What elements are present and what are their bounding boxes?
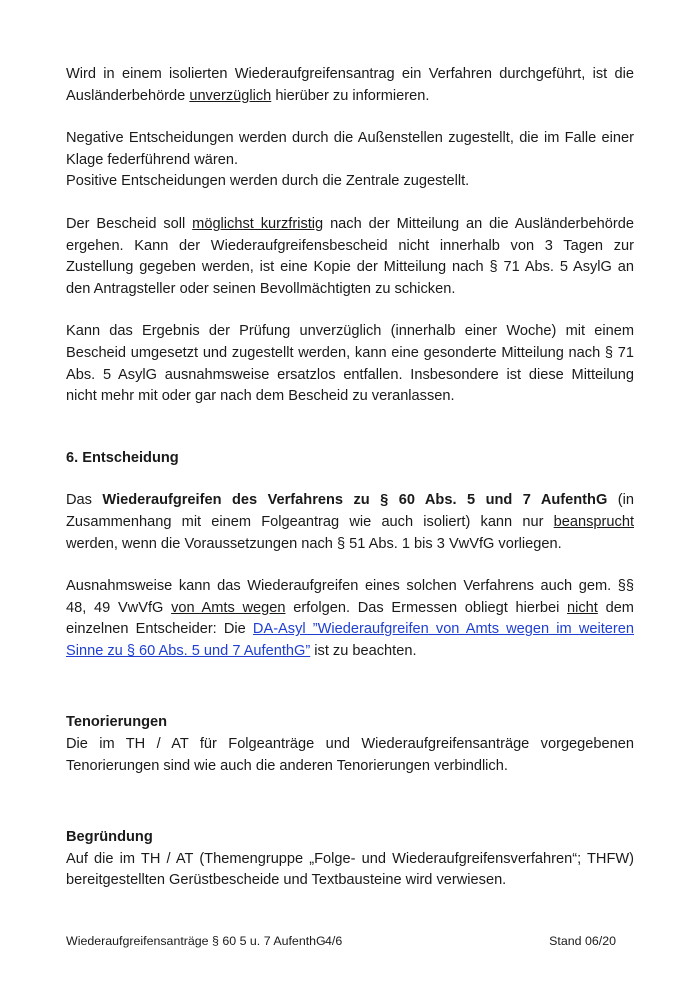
paragraph-von-amts-wegen: Ausnahmsweise kann das Wiederaufgreifen eines solchen Verfahrens auch gem. §§ 48, 49 VwVfG von Amts wegen erfolgen. Das Ermessen obliegt hierbei nicht dem einzelnen Entscheider: Die DA-Asyl ”Wiederaufgreifen von Amts wegen im weiteren Sinne zu § 60 Abs. 5 und 7 AufenthG” ist zu beachten. xyxy=(66,578,634,659)
da-asyl-link[interactable]: DA-Asyl ”Wiederaufgreifen von Amts wegen im weiteren Sinne zu § 60 Abs. 5 und 7 AufenthG” xyxy=(66,621,634,659)
paragraph-positive-decisions: Positive Entscheidungen werden durch die Zentrale zugestellt. xyxy=(66,173,470,190)
underlined-term: beansprucht xyxy=(553,513,634,530)
paragraph-bescheid-timing: Der Bescheid soll möglichst kurzfristig nach der Mitteilung an die Ausländerbehörde ergehen. Kann der Wiederaufgreifensbescheid nicht innerhalb von 3 Tagen zur Zustellung gegeben werden, ist eine Kopie der Mitteilung nach § 71 Abs. 5 AsylG an den Antragsteller oder seinen Bevollmächtigten zu schicken. xyxy=(66,215,634,297)
footer-version: Stand 06/20 xyxy=(549,934,616,948)
underlined-term: möglichst kurzfristig xyxy=(192,215,324,232)
footer-page-number: 4/6 xyxy=(325,934,343,948)
underlined-term: nicht xyxy=(567,599,598,616)
underlined-term: von Amts wegen xyxy=(171,599,286,616)
section-heading-entscheidung: 6. Entscheidung xyxy=(66,449,179,466)
underlined-term: unverzüglich xyxy=(189,87,272,104)
paragraph-tenorierungen: Die im TH / AT für Folgeanträge und Wiederaufgreifensanträge vorgegebenen Tenorierungen sind wie auch die anderen Tenorierungen verbindlich. xyxy=(66,736,634,774)
page-content xyxy=(66,64,634,892)
paragraph-notify-authority: Wird in einem isolierten Wiederaufgreifensantrag ein Verfahren durchgeführt, ist die Ausländerbehörde unverzüglich hierüber zu informieren. xyxy=(66,66,634,104)
paragraph-result-check: Kann das Ergebnis der Prüfung unverzüglich (innerhalb einer Woche) mit einem Bescheid umgesetzt und zugestellt werden, kann eine gesonderte Mitteilung nach § 71 Abs. 5 AsylG ausnahmsweise ersatzlos entfallen. Insbesondere ist diese Mitteilung nicht mehr mit oder gar nach dem Bescheid zu veranlassen. xyxy=(66,323,634,405)
footer-document-title: Wiederaufgreifensanträge § 60 5 u. 7 AufenthG xyxy=(66,934,326,948)
section-heading-begruendung: Begründung xyxy=(66,829,153,846)
paragraph-wiederaufgreifen: Das Wiederaufgreifen des Verfahrens zu § 60 Abs. 5 und 7 AufenthG (in Zusammenhang mit einem Folgeantrag wie auch isoliert) kann nur beansprucht werden, wenn die Voraussetzungen nach § 51 Abs. 1 bis 3 VwVfG vorliegen. xyxy=(66,492,634,552)
paragraph-negative-decisions: Negative Entscheidungen werden durch die Außenstellen zugestellt, die im Falle einer Klage federführend wären. xyxy=(66,130,634,168)
section-heading-tenorierungen: Tenorierungen xyxy=(66,714,168,731)
paragraph-begruendung: Auf die im TH / AT (Themengruppe „Folge- und Wiederaufgreifensverfahren“; THFW) bereitgestellten Gerüstbescheide und Textbausteine wird verwiesen. xyxy=(66,850,634,889)
